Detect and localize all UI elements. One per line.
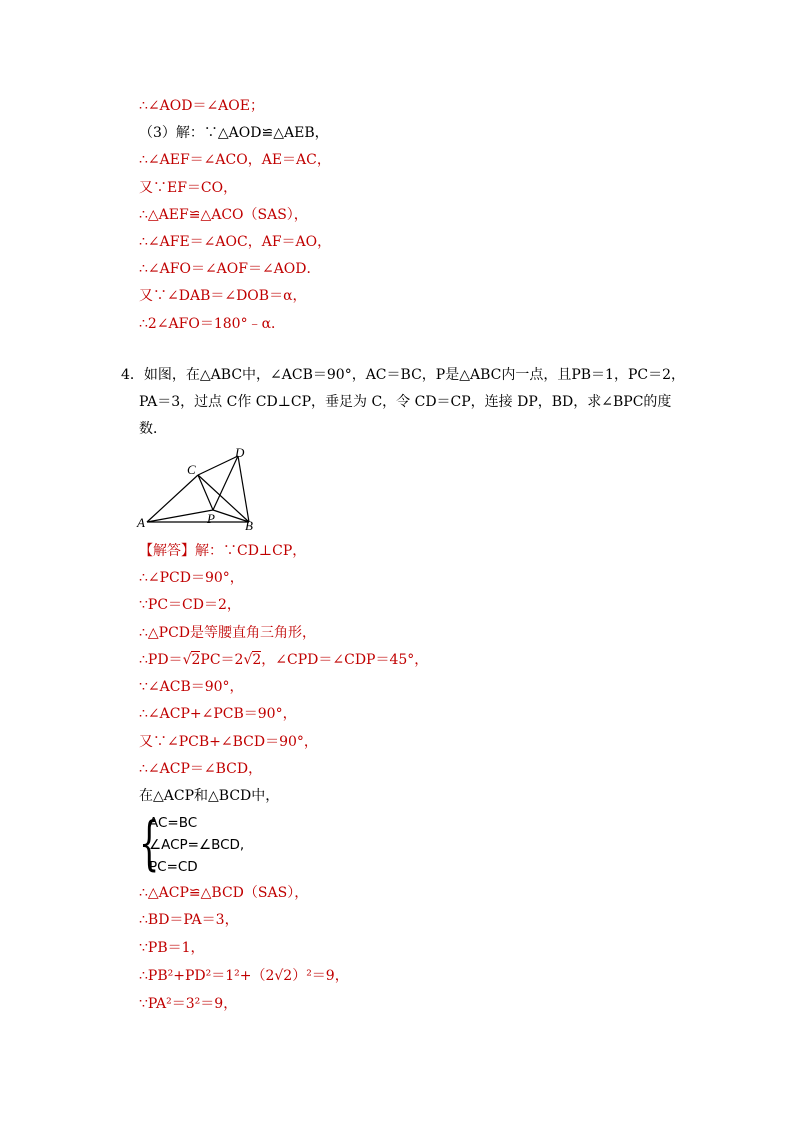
label-A: A [137, 515, 145, 530]
system-brace: { [139, 809, 160, 877]
answer-line-a-3: ∴△PCD是等腰直角三角形， [139, 624, 317, 641]
segment-CB [198, 475, 249, 522]
top-line-1: ∴∠AOD＝∠AOE； [139, 98, 264, 114]
top-line-9: ∴2∠AFO＝180°﹣α． [139, 315, 286, 332]
sqrt-symbol-2: √2 [243, 652, 262, 668]
pd-line-a: ∴PD＝ [139, 652, 183, 668]
segment-DP [213, 456, 238, 510]
system-row-1: AC=BC [149, 815, 198, 831]
answer-start: 解：∵CD⊥CP， [195, 543, 307, 559]
sqrt-arg-2: 2 [252, 652, 262, 668]
answer-line-a-2: ∵PC＝CD＝2， [139, 597, 241, 614]
top-line-8: 又∵∠DAB＝∠DOB＝α， [139, 288, 307, 305]
answer-line-start [139, 542, 306, 560]
top-line-3: ∴∠AEF＝∠ACO，AE＝AC， [139, 152, 331, 169]
answer-line-c-2: ∴BD＝PA＝3， [139, 912, 239, 929]
label-C: C [187, 462, 196, 477]
answer-line-c-1: ∴△ACP≌△BCD（SAS）， [139, 885, 309, 901]
top-line-2: （3）解：∵△AOD≌△AEB， [139, 125, 329, 142]
pd-line-b: PC＝2 [200, 652, 244, 668]
pd-line-c: ，∠CPD＝∠CDP＝45°， [261, 652, 429, 668]
answer-line-b-4: ∴∠ACP＝∠BCD， [139, 760, 263, 777]
segment-PB [213, 510, 249, 522]
question-4-line-3: 数． [139, 421, 167, 437]
segment-CP [198, 475, 213, 510]
equation-system [139, 809, 299, 878]
label-P: P [207, 511, 215, 526]
segment-AC [147, 475, 198, 522]
segment-AP [147, 510, 213, 522]
answer-tag: 【解答】 [139, 543, 195, 559]
pd-line [139, 651, 428, 669]
question-4-line-2: PA＝3，过点 C作 CD⊥CP，垂足为 C，令 CD＝CP，连接 DP，BD，求∠BPC的度 [139, 394, 672, 410]
top-line-6: ∴∠AFE＝∠AOC，AF＝AO， [139, 234, 332, 250]
label-D: D [235, 445, 245, 460]
answer-line-c-3: ∵PB＝1， [139, 939, 205, 956]
answer-line-a-1: ∴∠PCD＝90°， [139, 570, 244, 586]
segment-CD [198, 456, 238, 475]
label-B: B [245, 518, 253, 533]
system-row-3: PC=CD [149, 859, 198, 875]
sqrt-arg-1: 2 [191, 652, 201, 668]
answer-line-b-3: 又∵∠PCB+∠BCD＝90°， [139, 733, 318, 750]
geometry-figure [134, 444, 264, 536]
segment-DB [238, 456, 249, 522]
pa-line: ∵PA²＝3²＝9， [139, 996, 238, 1012]
answer-line-b-2: ∴∠ACP+∠PCB＝90°， [139, 706, 297, 723]
answer-line-b-1: ∵∠ACB＝90°， [139, 679, 244, 695]
answer-line-b-5: 在△ACP和△BCD中， [139, 788, 280, 805]
sum-line: ∴PB²+PD²＝1²+（2√2）²＝9， [139, 968, 349, 984]
system-row-2: ∠ACP=∠BCD, [149, 837, 245, 853]
question-4-line-1: 4．如图，在△ABC中，∠ACB＝90°，AC＝BC，P是△ABC内一点，且PB＝1，PC＝2， [121, 367, 685, 383]
sqrt-symbol-1: √2 [182, 652, 201, 668]
top-line-5: ∴△AEF≌△ACO（SAS）， [139, 206, 308, 223]
top-line-4: 又∵EF＝CO， [139, 179, 238, 196]
top-line-7: ∴∠AFO＝∠AOF＝∠AOD． [139, 261, 321, 278]
